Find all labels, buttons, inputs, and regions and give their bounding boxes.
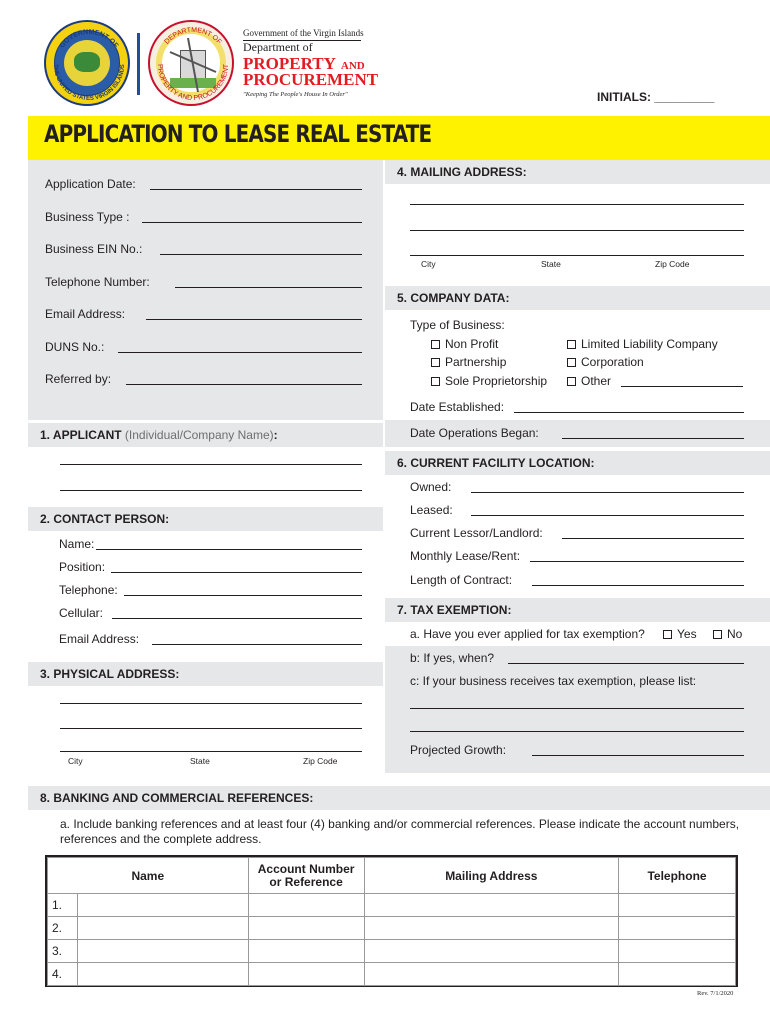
mailing-line-3[interactable]	[410, 255, 744, 256]
business-ein-field[interactable]	[160, 254, 362, 255]
col-name-header: Name	[48, 858, 249, 894]
physical-zip-label: Zip Code	[303, 756, 338, 766]
mailing-zip-label: Zip Code	[655, 259, 690, 269]
physical-line-2[interactable]	[60, 728, 362, 729]
col-account-header: Account Number or Reference	[248, 858, 364, 894]
mailing-city-label: City	[421, 259, 436, 269]
referred-field[interactable]	[126, 384, 362, 385]
tax-section-header: 7. TAX EXEMPTION:	[385, 598, 770, 622]
procurement-title: PROCUREMENT	[243, 70, 379, 89]
mailing-line-1[interactable]	[410, 204, 744, 205]
contact-name-field[interactable]	[96, 549, 362, 550]
contact-cellular-field[interactable]	[112, 618, 362, 619]
option-other[interactable]: Other	[567, 374, 611, 388]
header-divider	[137, 33, 140, 95]
name-cell[interactable]	[77, 894, 248, 917]
physical-line-1[interactable]	[60, 703, 362, 704]
business-type-label: Business Type :	[45, 210, 130, 224]
contact-position-label: Position:	[59, 560, 106, 574]
email-label: Email Address:	[45, 307, 126, 321]
dept-line: Department of	[243, 40, 313, 54]
col-telephone-header: Telephone	[619, 858, 736, 894]
svg-text:THE UNITED STATES VIRGIN ISLAN	[52, 64, 126, 102]
facility-section-header: 6. CURRENT FACILITY LOCATION:	[385, 451, 770, 475]
length-label: Length of Contract:	[410, 573, 513, 587]
telephone-field[interactable]	[175, 287, 362, 288]
duns-field[interactable]	[118, 352, 362, 353]
name-cell[interactable]	[77, 963, 248, 986]
email-field[interactable]	[146, 319, 362, 320]
applicant-line-1[interactable]	[60, 464, 362, 465]
dpp-seal	[148, 20, 234, 106]
sole-proprietorship-checkbox[interactable]	[431, 377, 440, 386]
option-sole-proprietorship[interactable]: Sole Proprietorship	[431, 374, 547, 388]
application-date-label: Application Date:	[45, 177, 136, 191]
owned-field[interactable]	[471, 492, 744, 493]
contact-cellular-label: Cellular:	[59, 606, 104, 620]
svg-text:DEPARTMENT OF	[163, 27, 222, 46]
contact-email-label: Email Address:	[59, 632, 140, 646]
tax-list-line-2[interactable]	[410, 731, 744, 732]
banking-section-header: 8. BANKING AND COMMERCIAL REFERENCES:	[28, 786, 770, 810]
row-number: 3.	[48, 940, 78, 963]
table-row	[48, 917, 736, 940]
telephone-cell[interactable]	[619, 917, 736, 940]
length-field[interactable]	[532, 585, 744, 586]
type-of-business-label: Type of Business:	[410, 318, 505, 332]
revision-note: Rev. 7/1/2020	[697, 990, 734, 997]
name-cell[interactable]	[77, 917, 248, 940]
mailing-section-header: 4. MAILING ADDRESS:	[385, 160, 770, 184]
lessor-label: Current Lessor/Landlord:	[410, 526, 543, 540]
tax-yes-option[interactable]: Yes	[663, 627, 697, 641]
contact-email-field[interactable]	[152, 644, 362, 645]
mailing-line-2[interactable]	[410, 230, 744, 231]
contact-position-field[interactable]	[111, 572, 362, 573]
address-cell[interactable]	[364, 917, 619, 940]
account-cell[interactable]	[248, 894, 364, 917]
applicant-line-2[interactable]	[60, 490, 362, 491]
business-type-field[interactable]	[142, 222, 362, 223]
banking-instructions: a. Include banking references and at least four (4) banking and/or commercial references. Please indicate the account numbers, references and the complete address.	[60, 817, 740, 846]
address-cell[interactable]	[364, 940, 619, 963]
table-row	[48, 940, 736, 963]
lessor-field[interactable]	[562, 538, 744, 539]
telephone-label: Telephone Number:	[45, 275, 150, 289]
table-row	[48, 894, 736, 917]
date-established-field[interactable]	[514, 412, 744, 413]
company-section-header: 5. COMPANY DATA:	[385, 286, 770, 310]
row-number: 2.	[48, 917, 78, 940]
nonprofit-checkbox[interactable]	[431, 340, 440, 349]
seal2-top-text: DEPARTMENT OF	[163, 26, 223, 46]
physical-section-header: 3. PHYSICAL ADDRESS:	[28, 662, 383, 686]
initials-field[interactable]: INITIALS: _________	[597, 90, 715, 104]
other-checkbox[interactable]	[567, 377, 576, 386]
mailing-state-label: State	[541, 259, 561, 269]
option-partnership[interactable]: Partnership	[431, 355, 506, 369]
option-nonprofit[interactable]: Non Profit	[431, 337, 498, 351]
monthly-field[interactable]	[530, 561, 744, 562]
tax-question-a: a. Have you ever applied for tax exemption?	[410, 627, 645, 641]
applicant-section-header: 1. APPLICANT (Individual/Company Name) :	[28, 423, 383, 447]
projected-growth-field[interactable]	[532, 755, 744, 756]
telephone-cell[interactable]	[619, 963, 736, 986]
monthly-label: Monthly Lease/Rent:	[410, 549, 521, 563]
tax-no-checkbox[interactable]	[713, 630, 722, 639]
seal1-bottom-text: THE UNITED STATES VIRGIN ISLANDS	[51, 64, 127, 103]
contact-section-header: 2. CONTACT PERSON:	[28, 507, 383, 531]
date-operations-field[interactable]	[562, 438, 744, 439]
other-field[interactable]	[621, 386, 743, 387]
account-cell[interactable]	[248, 940, 364, 963]
physical-city-label: City	[68, 756, 83, 766]
business-ein-label: Business EIN No.:	[45, 242, 143, 256]
seal2-bottom-text: PROPERTY AND PROCUREMENT	[155, 63, 231, 103]
account-cell[interactable]	[248, 917, 364, 940]
svg-text:GOVERNMENT OF	[59, 29, 120, 50]
tax-question-c: c: If your business receives tax exemption, please list:	[410, 674, 697, 688]
physical-state-label: State	[190, 756, 210, 766]
referred-label: Referred by:	[45, 372, 112, 386]
address-cell[interactable]	[364, 894, 619, 917]
option-corporation[interactable]: Corporation	[567, 355, 644, 369]
option-llc[interactable]: Limited Liability Company	[567, 337, 718, 351]
owned-label: Owned:	[410, 480, 452, 494]
col-address-header: Mailing Address	[364, 858, 619, 894]
physical-line-3[interactable]	[60, 751, 362, 752]
tax-yes-checkbox[interactable]	[663, 630, 672, 639]
references-table	[47, 857, 736, 986]
usvi-seal	[44, 20, 130, 106]
application-date-field[interactable]	[150, 189, 362, 190]
corporation-checkbox[interactable]	[567, 358, 576, 367]
account-cell[interactable]	[248, 963, 364, 986]
seal1-top-text: GOVERNMENT OF	[58, 28, 120, 50]
duns-label: DUNS No.:	[45, 340, 105, 354]
page-title: APPLICATION TO LEASE REAL ESTATE	[44, 120, 432, 148]
address-cell[interactable]	[364, 963, 619, 986]
row-number: 1.	[48, 894, 78, 917]
telephone-cell[interactable]	[619, 894, 736, 917]
tax-question-b: b: If yes, when?	[410, 651, 495, 665]
telephone-cell[interactable]	[619, 940, 736, 963]
llc-checkbox[interactable]	[567, 340, 576, 349]
name-cell[interactable]	[77, 940, 248, 963]
table-row	[48, 963, 736, 986]
contact-telephone-label: Telephone:	[59, 583, 118, 597]
tax-when-field[interactable]	[508, 663, 744, 664]
leased-field[interactable]	[471, 515, 744, 516]
gov-line: Government of the Virgin Islands	[243, 28, 364, 38]
tax-no-option[interactable]: No	[713, 627, 742, 641]
contact-name-label: Name:	[59, 537, 95, 551]
slogan: "Keeping The People's House In Order"	[243, 91, 348, 98]
leased-label: Leased:	[410, 503, 453, 517]
partnership-checkbox[interactable]	[431, 358, 440, 367]
date-operations-label: Date Operations Began:	[410, 426, 539, 440]
tax-list-line-1[interactable]	[410, 708, 744, 709]
contact-telephone-field[interactable]	[124, 595, 362, 596]
projected-growth-label: Projected Growth:	[410, 743, 507, 757]
row-number: 4.	[48, 963, 78, 986]
property-title: PROPERTY AND	[243, 54, 365, 73]
date-established-label: Date Established:	[410, 400, 505, 414]
